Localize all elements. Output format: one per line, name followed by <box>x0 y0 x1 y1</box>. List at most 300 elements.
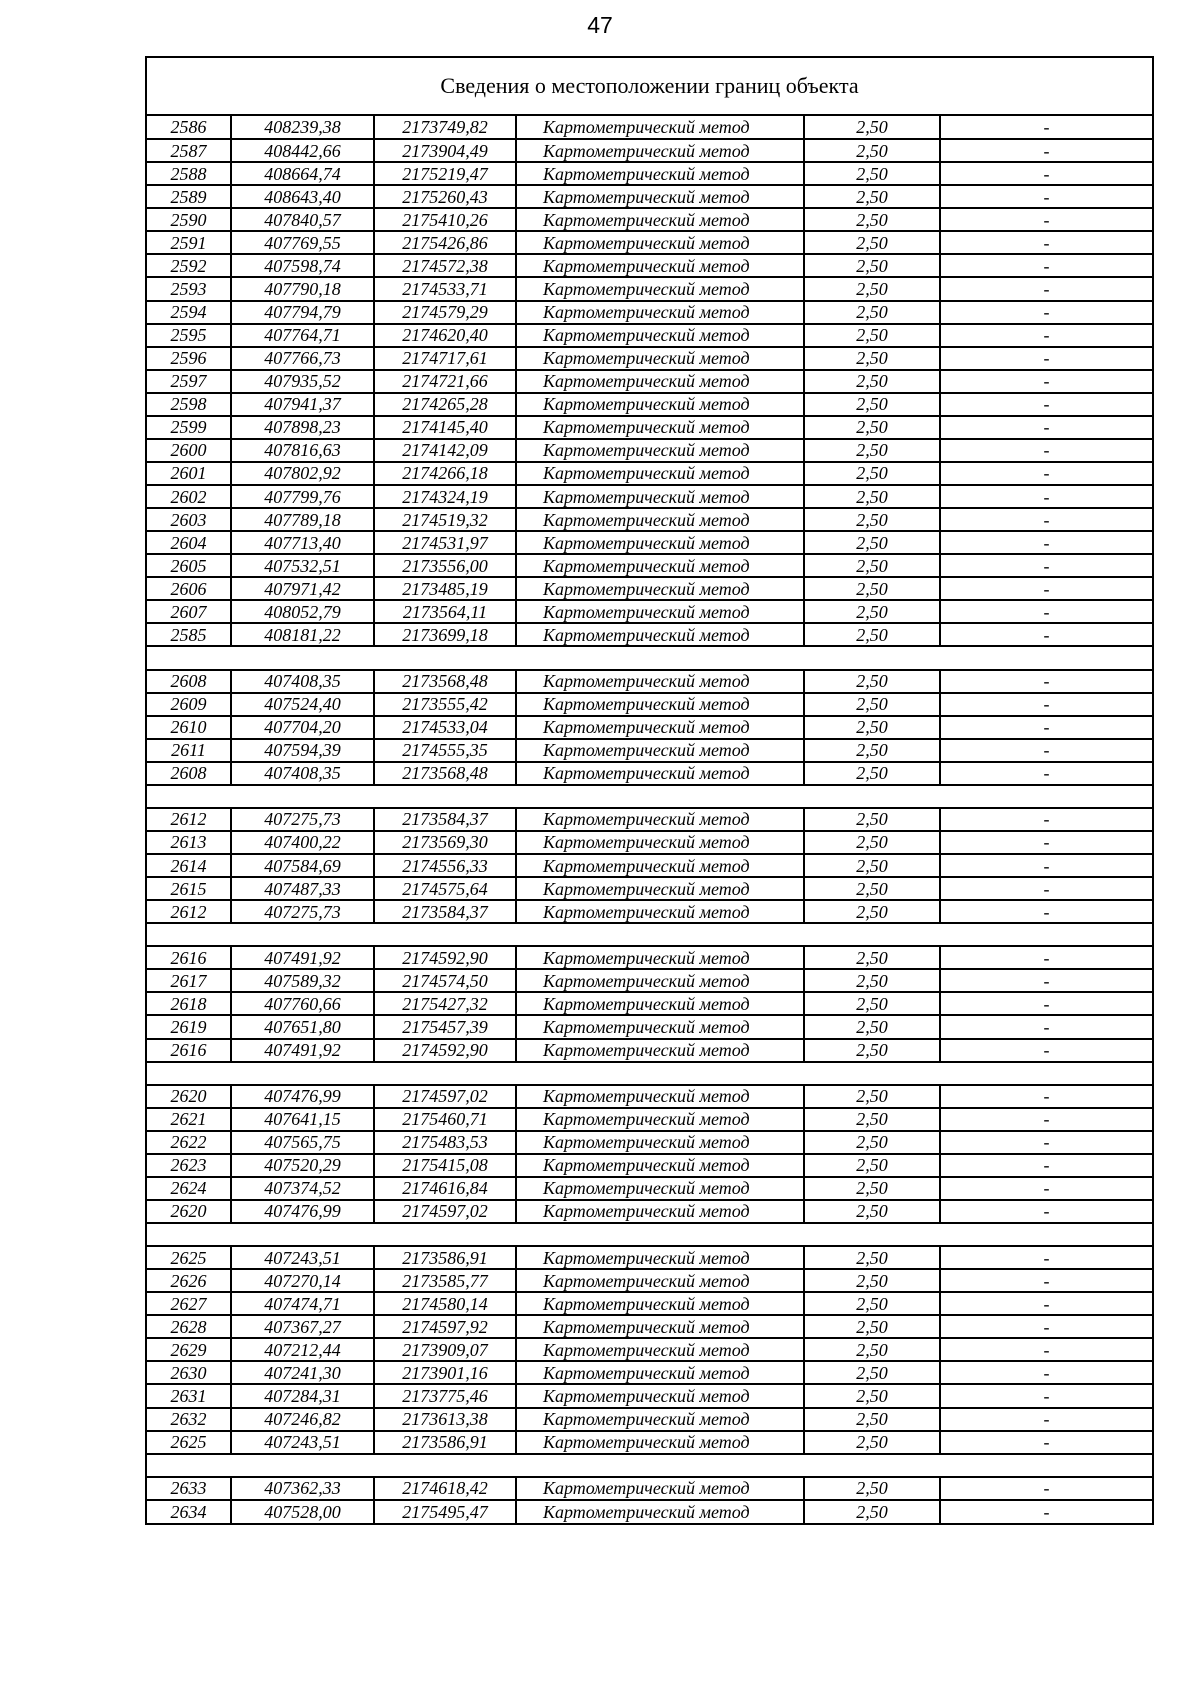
x-coordinate-cell: 407802,92 <box>231 462 374 485</box>
separator-cell <box>147 646 1152 669</box>
table-row <box>147 854 1152 877</box>
description-cell: - <box>940 1384 1152 1407</box>
description-cell: - <box>940 808 1152 831</box>
x-coordinate-cell: 407769,55 <box>231 231 374 254</box>
description-cell: - <box>940 1477 1152 1500</box>
y-coordinate-cell: 2175483,53 <box>374 1131 516 1154</box>
point-number-cell: 2605 <box>147 554 231 577</box>
x-coordinate-cell: 407935,52 <box>231 370 374 393</box>
accuracy-cell: 2,50 <box>804 693 940 716</box>
point-number-cell: 2627 <box>147 1292 231 1315</box>
description-cell: - <box>940 324 1152 347</box>
table-row <box>147 1246 1152 1269</box>
table-row <box>147 139 1152 162</box>
accuracy-cell: 2,50 <box>804 116 940 139</box>
accuracy-cell: 2,50 <box>804 370 940 393</box>
description-cell: - <box>940 1200 1152 1223</box>
description-cell: - <box>940 370 1152 393</box>
description-cell: - <box>940 254 1152 277</box>
point-number-cell: 2620 <box>147 1200 231 1223</box>
x-coordinate-cell: 407713,40 <box>231 531 374 554</box>
point-number-cell: 2603 <box>147 508 231 531</box>
accuracy-cell: 2,50 <box>804 969 940 992</box>
point-number-cell: 2602 <box>147 485 231 508</box>
table-row <box>147 762 1152 785</box>
y-coordinate-cell: 2174592,90 <box>374 1039 516 1062</box>
x-coordinate-cell: 407275,73 <box>231 900 374 923</box>
method-cell: Картометрический метод <box>516 439 804 462</box>
x-coordinate-cell: 407374,52 <box>231 1177 374 1200</box>
accuracy-cell: 2,50 <box>804 1108 940 1131</box>
accuracy-cell: 2,50 <box>804 254 940 277</box>
description-cell: - <box>940 1108 1152 1131</box>
point-number-cell: 2624 <box>147 1177 231 1200</box>
x-coordinate-cell: 407589,32 <box>231 969 374 992</box>
table-row <box>147 231 1152 254</box>
table-row <box>147 1431 1152 1454</box>
y-coordinate-cell: 2175427,32 <box>374 992 516 1015</box>
accuracy-cell: 2,50 <box>804 762 940 785</box>
x-coordinate-cell: 407243,51 <box>231 1431 374 1454</box>
table-row <box>147 347 1152 370</box>
y-coordinate-cell: 2175415,08 <box>374 1154 516 1177</box>
method-cell: Картометрический метод <box>516 301 804 324</box>
y-coordinate-cell: 2175219,47 <box>374 162 516 185</box>
point-number-cell: 2585 <box>147 623 231 646</box>
y-coordinate-cell: 2174531,97 <box>374 531 516 554</box>
description-cell: - <box>940 854 1152 877</box>
table-row <box>147 1039 1152 1062</box>
method-cell: Картометрический метод <box>516 324 804 347</box>
accuracy-cell: 2,50 <box>804 1408 940 1431</box>
x-coordinate-cell: 407651,80 <box>231 1015 374 1038</box>
accuracy-cell: 2,50 <box>804 416 940 439</box>
table-row <box>147 1500 1152 1523</box>
x-coordinate-cell: 407794,79 <box>231 301 374 324</box>
x-coordinate-cell: 407243,51 <box>231 1246 374 1269</box>
x-coordinate-cell: 408664,74 <box>231 162 374 185</box>
separator-row <box>147 1223 1152 1246</box>
separator-row <box>147 1454 1152 1477</box>
accuracy-cell: 2,50 <box>804 1477 940 1500</box>
x-coordinate-cell: 407594,39 <box>231 739 374 762</box>
y-coordinate-cell: 2174580,14 <box>374 1292 516 1315</box>
y-coordinate-cell: 2174142,09 <box>374 439 516 462</box>
description-cell: - <box>940 554 1152 577</box>
accuracy-cell: 2,50 <box>804 1039 940 1062</box>
method-cell: Картометрический метод <box>516 231 804 254</box>
table-row <box>147 1177 1152 1200</box>
table-row <box>147 1108 1152 1131</box>
description-cell: - <box>940 716 1152 739</box>
table-row <box>147 992 1152 1015</box>
table-row <box>147 301 1152 324</box>
description-cell: - <box>940 577 1152 600</box>
y-coordinate-cell: 2174533,71 <box>374 277 516 300</box>
point-number-cell: 2625 <box>147 1246 231 1269</box>
x-coordinate-cell: 408181,22 <box>231 623 374 646</box>
x-coordinate-cell: 407840,57 <box>231 208 374 231</box>
accuracy-cell: 2,50 <box>804 739 940 762</box>
y-coordinate-cell: 2174618,42 <box>374 1477 516 1500</box>
table-row <box>147 600 1152 623</box>
accuracy-cell: 2,50 <box>804 1500 940 1523</box>
y-coordinate-cell: 2174519,32 <box>374 508 516 531</box>
x-coordinate-cell: 407487,33 <box>231 877 374 900</box>
accuracy-cell: 2,50 <box>804 1154 940 1177</box>
accuracy-cell: 2,50 <box>804 185 940 208</box>
description-cell: - <box>940 1338 1152 1361</box>
description-cell: - <box>940 139 1152 162</box>
x-coordinate-cell: 408442,66 <box>231 139 374 162</box>
description-cell: - <box>940 116 1152 139</box>
y-coordinate-cell: 2173555,42 <box>374 693 516 716</box>
table-row <box>147 393 1152 416</box>
point-number-cell: 2598 <box>147 393 231 416</box>
method-cell: Картометрический метод <box>516 1200 804 1223</box>
accuracy-cell: 2,50 <box>804 1177 940 1200</box>
accuracy-cell: 2,50 <box>804 301 940 324</box>
table-row <box>147 1361 1152 1384</box>
point-number-cell: 2612 <box>147 808 231 831</box>
method-cell: Картометрический метод <box>516 1085 804 1108</box>
x-coordinate-cell: 407760,66 <box>231 992 374 1015</box>
method-cell: Картометрический метод <box>516 1292 804 1315</box>
point-number-cell: 2616 <box>147 946 231 969</box>
y-coordinate-cell: 2175260,43 <box>374 185 516 208</box>
description-cell: - <box>940 393 1152 416</box>
x-coordinate-cell: 407476,99 <box>231 1085 374 1108</box>
point-number-cell: 2611 <box>147 739 231 762</box>
accuracy-cell: 2,50 <box>804 162 940 185</box>
method-cell: Картометрический метод <box>516 600 804 623</box>
description-cell: - <box>940 1246 1152 1269</box>
table-row <box>147 693 1152 716</box>
accuracy-cell: 2,50 <box>804 1131 940 1154</box>
table-row <box>147 162 1152 185</box>
method-cell: Картометрический метод <box>516 1315 804 1338</box>
description-cell: - <box>940 693 1152 716</box>
description-cell: - <box>940 301 1152 324</box>
point-number-cell: 2594 <box>147 301 231 324</box>
table-row <box>147 439 1152 462</box>
table-row <box>147 900 1152 923</box>
method-cell: Картометрический метод <box>516 554 804 577</box>
method-cell: Картометрический метод <box>516 1408 804 1431</box>
y-coordinate-cell: 2174597,02 <box>374 1085 516 1108</box>
description-cell: - <box>940 439 1152 462</box>
accuracy-cell: 2,50 <box>804 439 940 462</box>
point-number-cell: 2590 <box>147 208 231 231</box>
y-coordinate-cell: 2174597,92 <box>374 1315 516 1338</box>
method-cell: Картометрический метод <box>516 1015 804 1038</box>
y-coordinate-cell: 2173568,48 <box>374 762 516 785</box>
accuracy-cell: 2,50 <box>804 1200 940 1223</box>
x-coordinate-cell: 407524,40 <box>231 693 374 716</box>
point-number-cell: 2621 <box>147 1108 231 1131</box>
method-cell: Картометрический метод <box>516 946 804 969</box>
point-number-cell: 2600 <box>147 439 231 462</box>
point-number-cell: 2615 <box>147 877 231 900</box>
point-number-cell: 2607 <box>147 600 231 623</box>
table-title: Сведения о местоположении границ объекта <box>147 58 1152 116</box>
x-coordinate-cell: 407284,31 <box>231 1384 374 1407</box>
point-number-cell: 2592 <box>147 254 231 277</box>
point-number-cell: 2604 <box>147 531 231 554</box>
y-coordinate-cell: 2173613,38 <box>374 1408 516 1431</box>
description-cell: - <box>940 462 1152 485</box>
x-coordinate-cell: 407491,92 <box>231 946 374 969</box>
y-coordinate-cell: 2173584,37 <box>374 808 516 831</box>
x-coordinate-cell: 407816,63 <box>231 439 374 462</box>
method-cell: Картометрический метод <box>516 370 804 393</box>
method-cell: Картометрический метод <box>516 877 804 900</box>
point-number-cell: 2612 <box>147 900 231 923</box>
point-number-cell: 2623 <box>147 1154 231 1177</box>
method-cell: Картометрический метод <box>516 1431 804 1454</box>
table-row <box>147 554 1152 577</box>
table-row <box>147 1408 1152 1431</box>
accuracy-cell: 2,50 <box>804 1315 940 1338</box>
point-number-cell: 2620 <box>147 1085 231 1108</box>
page-number: 47 <box>587 12 613 38</box>
y-coordinate-cell: 2174533,04 <box>374 716 516 739</box>
method-cell: Картометрический метод <box>516 808 804 831</box>
table-row <box>147 577 1152 600</box>
table-row <box>147 808 1152 831</box>
y-coordinate-cell: 2174616,84 <box>374 1177 516 1200</box>
x-coordinate-cell: 407275,73 <box>231 808 374 831</box>
table-row <box>147 1131 1152 1154</box>
y-coordinate-cell: 2174597,02 <box>374 1200 516 1223</box>
accuracy-cell: 2,50 <box>804 1338 940 1361</box>
accuracy-cell: 2,50 <box>804 485 940 508</box>
method-cell: Картометрический метод <box>516 577 804 600</box>
y-coordinate-cell: 2175426,86 <box>374 231 516 254</box>
table-row <box>147 277 1152 300</box>
table-row <box>147 531 1152 554</box>
accuracy-cell: 2,50 <box>804 1361 940 1384</box>
method-cell: Картометрический метод <box>516 623 804 646</box>
method-cell: Картометрический метод <box>516 508 804 531</box>
description-cell: - <box>940 739 1152 762</box>
description-cell: - <box>940 1292 1152 1315</box>
method-cell: Картометрический метод <box>516 739 804 762</box>
table-row <box>147 370 1152 393</box>
description-cell: - <box>940 1408 1152 1431</box>
description-cell: - <box>940 1085 1152 1108</box>
method-cell: Картометрический метод <box>516 831 804 854</box>
point-number-cell: 2618 <box>147 992 231 1015</box>
x-coordinate-cell: 407246,82 <box>231 1408 374 1431</box>
accuracy-cell: 2,50 <box>804 508 940 531</box>
table-row <box>147 1315 1152 1338</box>
table-row <box>147 623 1152 646</box>
y-coordinate-cell: 2173584,37 <box>374 900 516 923</box>
accuracy-cell: 2,50 <box>804 854 940 877</box>
point-number-cell: 2631 <box>147 1384 231 1407</box>
y-coordinate-cell: 2173568,48 <box>374 670 516 693</box>
accuracy-cell: 2,50 <box>804 600 940 623</box>
x-coordinate-cell: 407491,92 <box>231 1039 374 1062</box>
x-coordinate-cell: 407704,20 <box>231 716 374 739</box>
separator-cell <box>147 785 1152 808</box>
description-cell: - <box>940 670 1152 693</box>
description-cell: - <box>940 1431 1152 1454</box>
description-cell: - <box>940 946 1152 969</box>
description-cell: - <box>940 1269 1152 1292</box>
description-cell: - <box>940 185 1152 208</box>
table-row <box>147 508 1152 531</box>
separator-cell <box>147 923 1152 946</box>
method-cell: Картометрический метод <box>516 1361 804 1384</box>
method-cell: Картометрический метод <box>516 854 804 877</box>
method-cell: Картометрический метод <box>516 1039 804 1062</box>
y-coordinate-cell: 2175410,26 <box>374 208 516 231</box>
accuracy-cell: 2,50 <box>804 1246 940 1269</box>
point-number-cell: 2619 <box>147 1015 231 1038</box>
point-number-cell: 2633 <box>147 1477 231 1500</box>
x-coordinate-cell: 407532,51 <box>231 554 374 577</box>
table-row <box>147 1200 1152 1223</box>
point-number-cell: 2630 <box>147 1361 231 1384</box>
description-cell: - <box>940 877 1152 900</box>
point-number-cell: 2595 <box>147 324 231 347</box>
accuracy-cell: 2,50 <box>804 554 940 577</box>
accuracy-cell: 2,50 <box>804 277 940 300</box>
y-coordinate-cell: 2173485,19 <box>374 577 516 600</box>
table-row <box>147 1154 1152 1177</box>
method-cell: Картометрический метод <box>516 762 804 785</box>
x-coordinate-cell: 408643,40 <box>231 185 374 208</box>
x-coordinate-cell: 407641,15 <box>231 1108 374 1131</box>
y-coordinate-cell: 2174574,50 <box>374 969 516 992</box>
description-cell: - <box>940 231 1152 254</box>
y-coordinate-cell: 2174575,64 <box>374 877 516 900</box>
method-cell: Картометрический метод <box>516 969 804 992</box>
table-row <box>147 462 1152 485</box>
description-cell: - <box>940 600 1152 623</box>
y-coordinate-cell: 2173909,07 <box>374 1338 516 1361</box>
point-number-cell: 2632 <box>147 1408 231 1431</box>
description-cell: - <box>940 277 1152 300</box>
point-number-cell: 2613 <box>147 831 231 854</box>
point-number-cell: 2601 <box>147 462 231 485</box>
y-coordinate-cell: 2174265,28 <box>374 393 516 416</box>
y-coordinate-cell: 2174555,35 <box>374 739 516 762</box>
point-number-cell: 2608 <box>147 670 231 693</box>
table-row <box>147 1477 1152 1500</box>
method-cell: Картометрический метод <box>516 1177 804 1200</box>
accuracy-cell: 2,50 <box>804 324 940 347</box>
method-cell: Картометрический метод <box>516 900 804 923</box>
x-coordinate-cell: 407476,99 <box>231 1200 374 1223</box>
y-coordinate-cell: 2173904,49 <box>374 139 516 162</box>
point-number-cell: 2589 <box>147 185 231 208</box>
accuracy-cell: 2,50 <box>804 831 940 854</box>
table-row <box>147 1338 1152 1361</box>
method-cell: Картометрический метод <box>516 1384 804 1407</box>
table-row <box>147 324 1152 347</box>
y-coordinate-cell: 2174556,33 <box>374 854 516 877</box>
description-cell: - <box>940 1131 1152 1154</box>
table-row <box>147 716 1152 739</box>
y-coordinate-cell: 2174572,38 <box>374 254 516 277</box>
point-number-cell: 2591 <box>147 231 231 254</box>
accuracy-cell: 2,50 <box>804 1015 940 1038</box>
y-coordinate-cell: 2175495,47 <box>374 1500 516 1523</box>
y-coordinate-cell: 2173556,00 <box>374 554 516 577</box>
description-cell: - <box>940 416 1152 439</box>
accuracy-cell: 2,50 <box>804 139 940 162</box>
x-coordinate-cell: 407766,73 <box>231 347 374 370</box>
table-row <box>147 416 1152 439</box>
accuracy-cell: 2,50 <box>804 808 940 831</box>
y-coordinate-cell: 2175460,71 <box>374 1108 516 1131</box>
coordinates-table <box>147 116 1152 1523</box>
accuracy-cell: 2,50 <box>804 577 940 600</box>
method-cell: Картометрический метод <box>516 1108 804 1131</box>
x-coordinate-cell: 407408,35 <box>231 762 374 785</box>
x-coordinate-cell: 408239,38 <box>231 116 374 139</box>
y-coordinate-cell: 2174145,40 <box>374 416 516 439</box>
table-row <box>147 1384 1152 1407</box>
description-cell: - <box>940 208 1152 231</box>
y-coordinate-cell: 2174592,90 <box>374 946 516 969</box>
y-coordinate-cell: 2175457,39 <box>374 1015 516 1038</box>
y-coordinate-cell: 2173749,82 <box>374 116 516 139</box>
description-cell: - <box>940 969 1152 992</box>
table-row <box>147 254 1152 277</box>
method-cell: Картометрический метод <box>516 693 804 716</box>
y-coordinate-cell: 2173586,91 <box>374 1431 516 1454</box>
point-number-cell: 2597 <box>147 370 231 393</box>
point-number-cell: 2596 <box>147 347 231 370</box>
method-cell: Картометрический метод <box>516 716 804 739</box>
coordinates-table-body <box>147 116 1152 1523</box>
description-cell: - <box>940 992 1152 1015</box>
accuracy-cell: 2,50 <box>804 1384 940 1407</box>
table-row <box>147 485 1152 508</box>
method-cell: Картометрический метод <box>516 1338 804 1361</box>
point-number-cell: 2617 <box>147 969 231 992</box>
description-cell: - <box>940 1177 1152 1200</box>
point-number-cell: 2626 <box>147 1269 231 1292</box>
accuracy-cell: 2,50 <box>804 900 940 923</box>
method-cell: Картометрический метод <box>516 254 804 277</box>
method-cell: Картометрический метод <box>516 162 804 185</box>
description-cell: - <box>940 900 1152 923</box>
accuracy-cell: 2,50 <box>804 1085 940 1108</box>
point-number-cell: 2616 <box>147 1039 231 1062</box>
separator-row <box>147 785 1152 808</box>
method-cell: Картометрический метод <box>516 531 804 554</box>
description-cell: - <box>940 162 1152 185</box>
method-cell: Картометрический метод <box>516 393 804 416</box>
accuracy-cell: 2,50 <box>804 716 940 739</box>
method-cell: Картометрический метод <box>516 416 804 439</box>
accuracy-cell: 2,50 <box>804 462 940 485</box>
separator-cell <box>147 1454 1152 1477</box>
x-coordinate-cell: 407790,18 <box>231 277 374 300</box>
point-number-cell: 2593 <box>147 277 231 300</box>
table-row <box>147 208 1152 231</box>
x-coordinate-cell: 407270,14 <box>231 1269 374 1292</box>
separator-cell <box>147 1223 1152 1246</box>
point-number-cell: 2614 <box>147 854 231 877</box>
x-coordinate-cell: 407408,35 <box>231 670 374 693</box>
table-row <box>147 670 1152 693</box>
